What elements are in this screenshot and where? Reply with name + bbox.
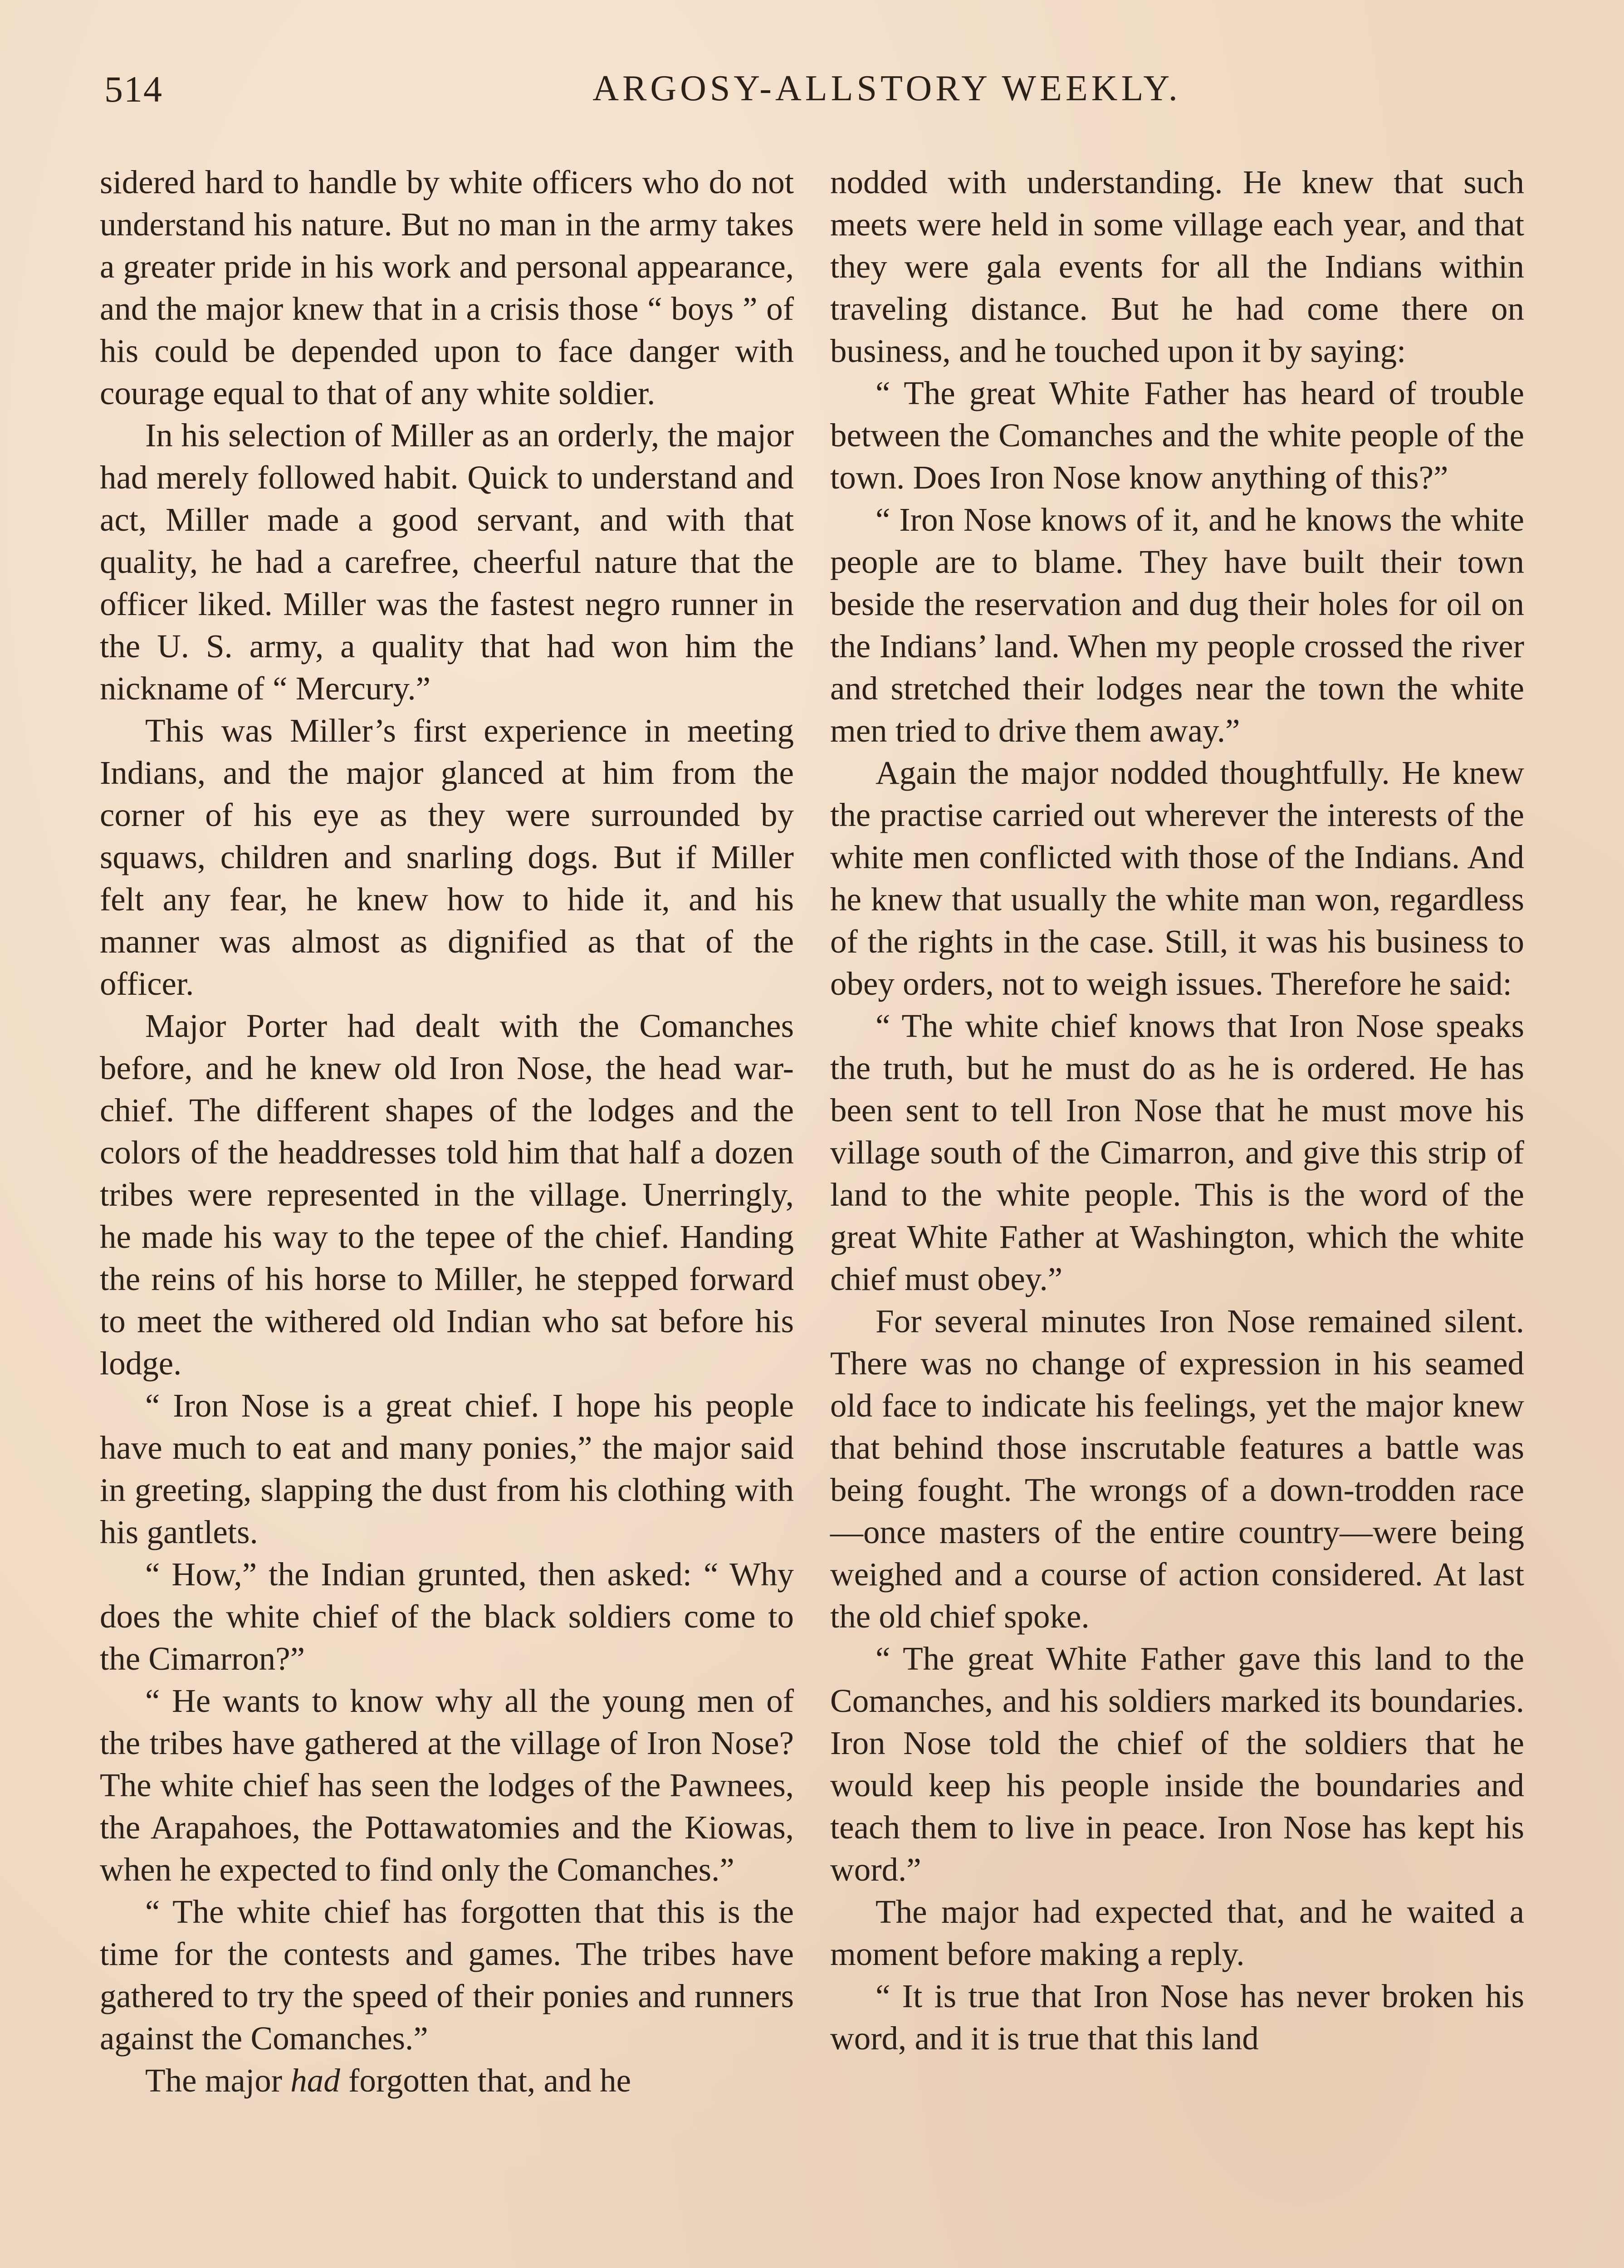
paragraph-last [100, 2059, 794, 2102]
page-number: 514 [104, 68, 163, 110]
paragraph: The major had expected that, and he waited a moment before making a reply. [830, 1893, 1524, 1972]
running-head: ARGOSY-ALLSTORY WEEKLY. [592, 68, 1181, 108]
paragraph: “ The great White Father has heard of trouble between the Comanches and the white people of the town. Does Iron Nose know anything of this?” [830, 375, 1524, 496]
paragraph: In his selection of Miller as an orderly, the major had merely followed habit. Quick to understand and act, Miller made a good servant, and with that quality, he had a carefree, cheerful nature that the officer liked. Miller was the fastest negro runner in the U. S. army, a quality that had won him the nickname of “ Mercury.” [100, 417, 794, 707]
paragraph: “ It is true that Iron Nose has never broken his word, and it is true that this land [830, 1978, 1524, 2057]
text-run: The major [145, 2062, 291, 2099]
paragraph: “ He wants to know why all the young men of the tribes have gathered at the village of Iron Nose? The white chief has seen the lodges of the Pawnees, the Arapahoes, the Pottawatomies and the Kiowas, when he expected to find only the Comanches.” [100, 1682, 794, 1888]
left-column [100, 161, 794, 2102]
paragraph: sidered hard to handle by white officers who do not understand his nature. But no man in the army takes a greater pride in his work and personal appearance, and the major knew that in a crisis those “ boys ” of his could be depended upon to face danger with courage equal to that of any white soldier. [100, 164, 794, 411]
paragraph: Major Porter had dealt with the Comanches before, and he knew old Iron Nose, the head war-chief. The different shapes of the lodges and the colors of the headdresses told him that half a dozen tribes were represented in the village. Unerringly, he made his way to the tepee of the chief. Handing the reins of his horse to Miller, he stepped forward to meet the withered old Indian who sat before his lodge. [100, 1007, 794, 1382]
right-column [830, 161, 1524, 2059]
paragraph: Again the major nodded thoughtfully. He knew the practise carried out wherever the interests of the white men conflicted with those of the Indians. And he knew that usually the white man won, regardless of the rights in the case. Still, it was his business to obey orders, not to weigh issues. Therefore he said: [830, 754, 1524, 1002]
emphasis-word: had [290, 2062, 340, 2099]
paragraph: “ Iron Nose knows of it, and he knows the white people are to blame. They have built their town beside the reservation and dug their holes for oil on the Indians’ land. When my people crossed the river and stretched their lodges near the town the white men tried to drive them away.” [830, 501, 1524, 749]
paragraph: “ The white chief knows that Iron Nose speaks the truth, but he must do as he is ordered. He has been sent to tell Iron Nose that he must move his village south of the Cimarron, and give this strip of land to the white people. This is the word of the great White Father at Washington, which the white chief must obey.” [830, 1007, 1524, 1297]
text-run: forgotten that, and he [340, 2062, 631, 2099]
paragraph: This was Miller’s first experience in meeting Indians, and the major glanced at him from the corner of his eye as they were surrounded by squaws, children and snarling dogs. But if Miller felt any fear, he knew how to hide it, and his manner was almost as dignified as that of the officer. [100, 712, 794, 1002]
paragraph: “ The great White Father gave this land to the Comanches, and his soldiers marked its boundaries. Iron Nose told the chief of the soldiers that he would keep his people inside the boundaries and teach them to live in peace. Iron Nose has kept his word.” [830, 1640, 1524, 1888]
paragraph: “ How,” the Indian grunted, then asked: “ Why does the white chief of the black soldiers come to the Cimarron?” [100, 1556, 794, 1677]
paragraph: “ Iron Nose is a great chief. I hope his people have much to eat and many ponies,” the major said in greeting, slapping the dust from his clothing with his gantlets. [100, 1387, 794, 1550]
paragraph: For several minutes Iron Nose remained silent. There was no change of expression in his seamed old face to indicate his feelings, yet the major knew that behind those inscrutable features a battle was being fought. The wrongs of a down-trodden race —once masters of the entire country—were being weighed and a course of action considered. At last the old chief spoke. [830, 1303, 1524, 1635]
page-header [104, 68, 1533, 127]
paragraph: nodded with understanding. He knew that such meets were held in some village each year, and that they were gala events for all the Indians within traveling distance. But he had come there on business, and he touched upon it by saying: [830, 164, 1524, 369]
paragraph: “ The white chief has forgotten that this is the time for the contests and games. The tribes have gathered to try the speed of their ponies and runners against the Comanches.” [100, 1893, 794, 2057]
